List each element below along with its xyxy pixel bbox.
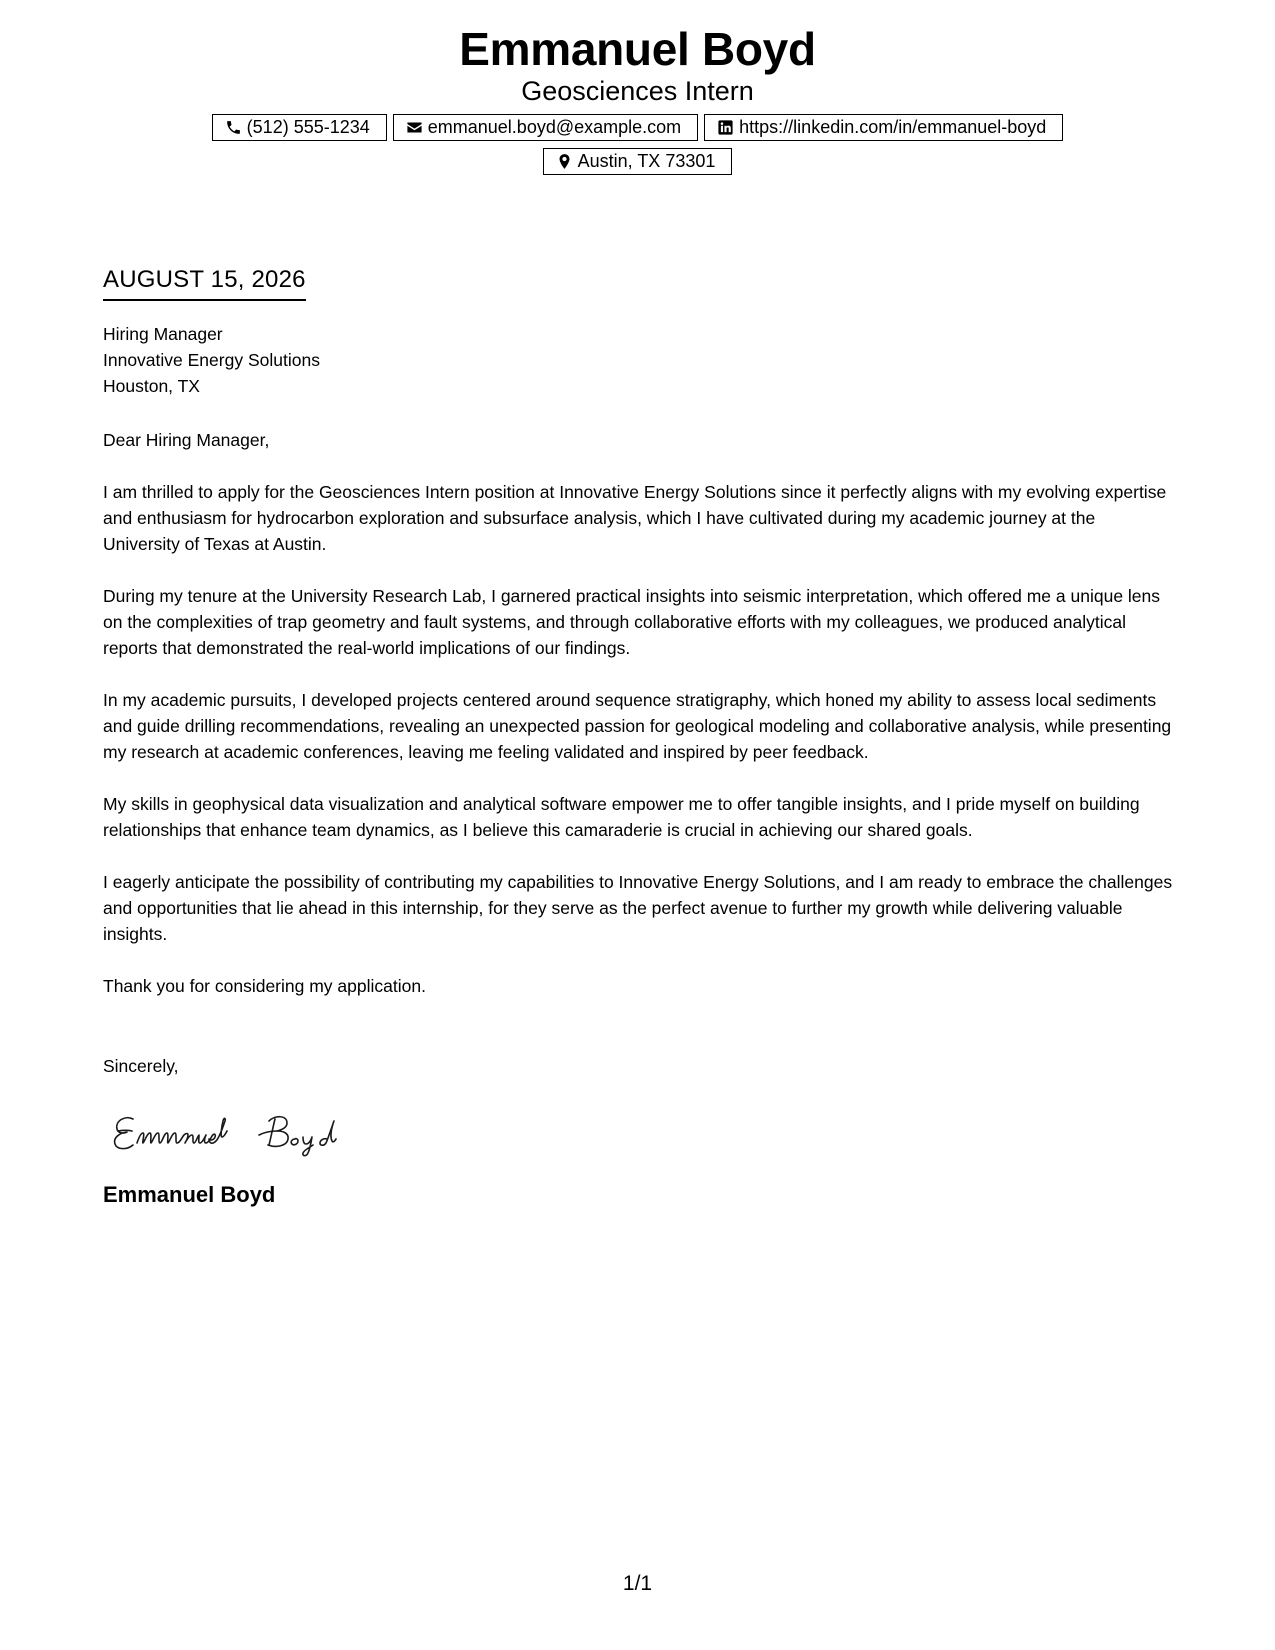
paragraph: In my academic pursuits, I developed projects centered around sequence stratigraphy, which honed my ability to assess local sediments and guide drilling recommendations, revealing an unexpected passion for geological modeling and collaborative analysis, while presenting my research at academic conferences, leaving me feeling validated and inspired by peer feedback. [103, 690, 1172, 762]
paragraph: I am thrilled to apply for the Geosciences Intern position at Innovative Energy Solutions since it perfectly aligns with my evolving expertise and enthusiasm for hydrocarbon exploration and subsurface analysis, which I have cultivated during my academic journey at the University of Texas at Austin. [103, 482, 1167, 554]
email-contact[interactable] [393, 114, 698, 141]
location-contact[interactable] [543, 148, 733, 175]
handwritten-signature [109, 1105, 369, 1161]
paragraph: During my tenure at the University Research Lab, I garnered practical insights into seismic interpretation, which offered me a unique lens on the complexities of trap geometry and fault systems, and through collaborative efforts with my colleagues, we produced analytical reports that demonstrated the real-world implications of our findings. [103, 586, 1161, 658]
contact-row [0, 114, 1275, 141]
map-pin-icon [556, 153, 573, 170]
salutation: Dear Hiring Manager, [103, 430, 270, 450]
closing: Sincerely, [103, 1056, 179, 1076]
email-text: emmanuel.boyd@example.com [427, 117, 682, 137]
linkedin-icon [717, 119, 734, 136]
applicant-name: Emmanuel Boyd [459, 23, 816, 75]
recipient-location: Houston, TX [103, 376, 200, 396]
letter-header [0, 22, 1275, 175]
page-number: 1/1 [622, 1572, 653, 1595]
paragraph: I eagerly anticipate the possibility of contributing my capabilities to Innovative Energy Solutions, and I am ready to embrace the challenges and opportunities that lie ahead in this internship, for they serve as the perfect avenue to further my growth while delivering valuable insights. [103, 872, 1173, 944]
linkedin-contact[interactable] [704, 114, 1063, 141]
recipient-block [103, 321, 1173, 399]
letter-body [103, 265, 1173, 1209]
phone-icon [225, 119, 242, 136]
signer-name: Emmanuel Boyd [103, 1182, 276, 1207]
recipient-title: Hiring Manager [103, 324, 223, 344]
paragraph: My skills in geophysical data visualization and analytical software empower me to offer tangible insights, and I pride myself on building relationships that enhance team dynamics, as I believe this camaraderie is crucial in achieving our shared goals. [103, 794, 1140, 840]
phone-contact[interactable] [212, 114, 387, 141]
paragraph: Thank you for considering my application. [103, 976, 426, 996]
contact-row-location [0, 148, 1275, 175]
letter-date: AUGUST 15, 2026 [103, 265, 306, 301]
envelope-icon [406, 119, 423, 136]
recipient-company: Innovative Energy Solutions [103, 350, 320, 370]
linkedin-text: https://linkedin.com/in/emmanuel-boyd [739, 117, 1047, 137]
job-title: Geosciences Intern [521, 76, 754, 106]
location-text: Austin, TX 73301 [577, 151, 716, 171]
phone-text: (512) 555-1234 [246, 117, 370, 137]
